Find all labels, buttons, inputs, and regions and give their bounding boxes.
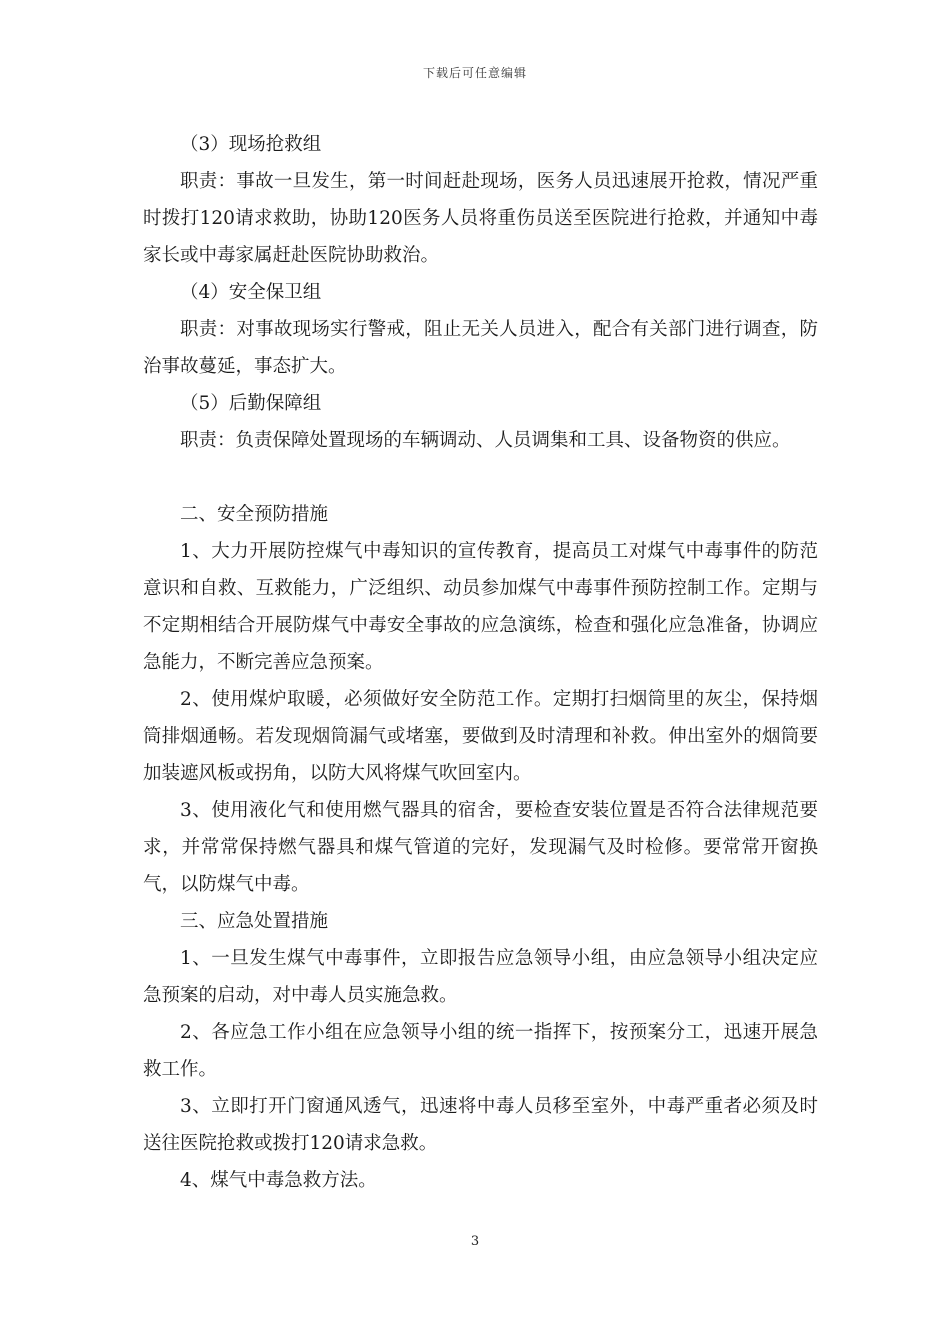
subsection-heading: （4）安全保卫组 <box>180 282 322 303</box>
body-paragraph: 3、立即打开门窗通风透气，迅速将中毒人员移至室外，中毒严重者必须及时送往医院抢救或拨打120请求急救。 <box>143 1096 818 1154</box>
blank-line <box>143 459 818 496</box>
page-number: 3 <box>470 1234 480 1249</box>
body-paragraph: 职责：负责保障处置现场的车辆调动、人员调集和工具、设备物资的供应。 <box>180 430 791 451</box>
body-paragraph: 1、一旦发生煤气中毒事件，立即报告应急领导小组，由应急领导小组决定应急预案的启动，对中毒人员实施急救。 <box>143 948 818 1006</box>
section-heading: 三、应急处置措施 <box>180 911 329 932</box>
body-paragraph: 职责：对事故现场实行警戒，阻止无关人员进入，配合有关部门进行调查，防治事故蔓延，事态扩大。 <box>143 319 818 377</box>
subsection-heading: （5）后勤保障组 <box>180 393 322 414</box>
body-paragraph: 4、煤气中毒急救方法。 <box>180 1170 377 1191</box>
header-note: 下载后可任意编辑 <box>422 66 527 80</box>
subsection-heading: （3）现场抢救组 <box>180 134 322 155</box>
section-heading: 二、安全预防措施 <box>180 504 329 525</box>
body-paragraph: 职责：事故一旦发生，第一时间赶赴现场，医务人员迅速展开抢救，情况严重时拨打120请求救助，协助120医务人员将重伤员送至医院进行抢救，并通知中毒家长或中毒家属赶赴医院协助救治。 <box>143 171 818 266</box>
body-paragraph: 1、大力开展防控煤气中毒知识的宣传教育，提高员工对煤气中毒事件的防范意识和自救、互救能力，广泛组织、动员参加煤气中毒事件预防控制工作。定期与不定期相结合开展防煤气中毒安全事故的应急演练，检查和强化应急准备，协调应急能力，不断完善应急预案。 <box>143 541 818 673</box>
document-body <box>143 126 818 1199</box>
body-paragraph: 2、各应急工作小组在应急领导小组的统一指挥下，按预案分工，迅速开展急救工作。 <box>143 1022 818 1080</box>
body-paragraph: 3、使用液化气和使用燃气器具的宿舍，要检查安装位置是否符合法律规范要求，并常常保持燃气器具和煤气管道的完好，发现漏气及时检修。要常常开窗换气，以防煤气中毒。 <box>143 800 818 895</box>
body-paragraph: 2、使用煤炉取暖，必须做好安全防范工作。定期打扫烟筒里的灰尘，保持烟筒排烟通畅。若发现烟筒漏气或堵塞，要做到及时清理和补救。伸出室外的烟筒要加装遮风板或拐角，以防大风将煤气吹回室内。 <box>143 689 818 784</box>
